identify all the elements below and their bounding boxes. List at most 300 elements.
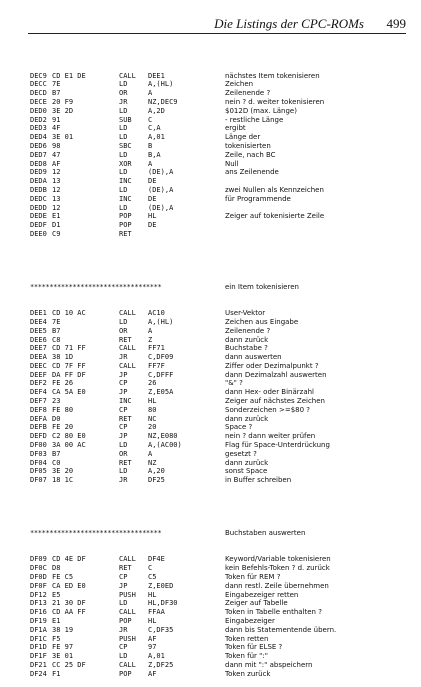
operand-cell: B: [148, 141, 153, 150]
operand-cell: A: [148, 159, 153, 168]
listing-row: [30, 151, 410, 160]
comment-cell: dann Hex- oder Binärzahl: [225, 388, 315, 397]
address-cell: DED3: [30, 124, 47, 133]
address-cell: DEC9: [30, 71, 47, 80]
comment-cell: Token für ":": [225, 652, 268, 661]
listing-row: [30, 318, 410, 327]
listing-row: [30, 353, 410, 362]
operand-cell: DE: [148, 194, 157, 203]
comment-cell: User-Vektor: [225, 309, 266, 318]
comment-cell: Länge der: [225, 133, 261, 142]
mnemonic-cell: RET: [119, 414, 132, 423]
listing-row: [30, 133, 410, 142]
comment-cell: nächstes Item tokenisieren: [225, 71, 320, 80]
mnemonic-cell: CALL: [119, 608, 136, 617]
comment-cell: Sonderzeichen >=$80 ?: [225, 405, 311, 414]
operand-cell: Z: [148, 335, 153, 344]
operand-cell: 26: [148, 379, 157, 388]
mnemonic-cell: OR: [119, 449, 128, 458]
comment-cell: Zeiger auf Tabelle: [225, 599, 288, 608]
listing-row: [30, 599, 410, 608]
mnemonic-cell: JP: [119, 432, 128, 441]
mnemonic-cell: LD: [119, 80, 128, 89]
mnemonic-cell: LD: [119, 185, 128, 194]
listing-row: [30, 450, 410, 459]
opcode-bytes-cell: FE C5: [52, 573, 74, 582]
operand-cell: NZ,DEC9: [148, 97, 178, 106]
address-cell: DEE6: [30, 335, 47, 344]
section-title: Buchstaben auswerten: [225, 529, 306, 538]
listing-row: [30, 582, 410, 591]
address-cell: DF07: [30, 476, 47, 485]
operand-cell: A: [148, 89, 153, 98]
mnemonic-cell: PUSH: [119, 590, 136, 599]
address-cell: DF21: [30, 660, 47, 669]
listing-row: [30, 177, 410, 186]
comment-cell: dann auswerten: [225, 353, 282, 362]
operand-cell: A,(HL): [148, 80, 174, 89]
listing-row: [30, 160, 410, 169]
listing-row: [30, 467, 410, 476]
listing-row: [30, 670, 410, 679]
comment-cell: dann zurück: [225, 458, 269, 467]
operand-cell: A,2D: [148, 106, 165, 115]
mnemonic-cell: OR: [119, 326, 128, 335]
listing-row: [30, 643, 410, 652]
mnemonic-cell: LD: [119, 441, 128, 450]
operand-cell: C: [148, 564, 153, 573]
address-cell: DEF2: [30, 379, 47, 388]
address-cell: DED4: [30, 133, 47, 142]
operand-cell: 97: [148, 643, 157, 652]
opcode-bytes-cell: FE 26: [52, 379, 74, 388]
mnemonic-cell: LD: [119, 203, 128, 212]
opcode-bytes-cell: 7E: [52, 317, 61, 326]
mnemonic-cell: JR: [119, 476, 128, 485]
mnemonic-cell: INC: [119, 194, 132, 203]
opcode-bytes-cell: CD E1 DE: [52, 71, 86, 80]
listing-row: [30, 652, 410, 661]
opcode-bytes-cell: E1: [52, 212, 61, 221]
listing-row: [30, 371, 410, 380]
address-cell: DEFA: [30, 414, 47, 423]
comment-cell: Keyword/Variable tokenisieren: [225, 555, 331, 564]
mnemonic-cell: JR: [119, 97, 128, 106]
address-cell: DF19: [30, 617, 47, 625]
listing-row: [30, 432, 410, 441]
mnemonic-cell: POP: [119, 221, 132, 230]
mnemonic-cell: CALL: [119, 71, 136, 80]
mnemonic-cell: CP: [119, 573, 128, 582]
comment-cell: gesetzt ?: [225, 449, 257, 458]
operand-cell: Z,DF25: [148, 660, 174, 669]
listing-row: [30, 344, 410, 353]
opcode-bytes-cell: C0: [52, 458, 61, 467]
operand-cell: AF: [148, 669, 157, 678]
section-title: ein Item tokenisieren: [225, 282, 299, 291]
comment-cell: dann restl. Zeile übernehmen: [225, 581, 329, 590]
listing-row: [30, 168, 410, 177]
comment-cell: für Programmende: [225, 194, 291, 203]
listing-row: [30, 72, 410, 81]
mnemonic-cell: JP: [119, 581, 128, 590]
comment-cell: Zeiger auf nächstes Zeichen: [225, 397, 325, 406]
comment-cell: Null: [225, 159, 239, 168]
mnemonic-cell: JR: [119, 353, 128, 362]
address-cell: DF05: [30, 467, 47, 476]
address-cell: DF0C: [30, 564, 47, 573]
comment-cell: nein ? dann weiter prüfen: [225, 432, 316, 441]
operand-cell: (DE),A: [148, 185, 174, 194]
operand-cell: (DE),A: [148, 168, 174, 177]
listing-row: [30, 661, 410, 670]
mnemonic-cell: LD: [119, 317, 128, 326]
comment-cell: dann zurück: [225, 414, 269, 423]
page-title: Die Listings der CPC-ROMs: [214, 16, 364, 31]
operand-cell: A,(AC00): [148, 441, 182, 450]
listing-row: [30, 476, 410, 485]
operand-cell: NZ: [148, 458, 157, 467]
address-cell: DF1F: [30, 652, 47, 661]
address-cell: DEE4: [30, 317, 47, 326]
section-separator-2: [30, 529, 410, 538]
operand-cell: A,20: [148, 467, 165, 476]
comment-cell: Zeiger auf tokenisierte Zeile: [225, 212, 325, 221]
address-cell: DECD: [30, 89, 47, 98]
mnemonic-cell: LD: [119, 467, 128, 476]
address-cell: DF16: [30, 608, 47, 617]
mnemonic-cell: LD: [119, 168, 128, 177]
address-cell: DED8: [30, 159, 47, 168]
address-cell: DED9: [30, 168, 47, 177]
opcode-bytes-cell: E5: [52, 590, 61, 599]
comment-cell: ergibt: [225, 124, 246, 133]
mnemonic-cell: XOR: [119, 159, 132, 168]
address-cell: DF00: [30, 441, 47, 450]
address-cell: DF0F: [30, 581, 47, 590]
listing-row: [30, 221, 410, 230]
listing-row: [30, 195, 410, 204]
blank-line: [30, 256, 410, 265]
address-cell: DF1D: [30, 643, 47, 652]
opcode-bytes-cell: B7: [52, 326, 61, 335]
opcode-bytes-cell: 98: [52, 141, 61, 150]
opcode-bytes-cell: 47: [52, 150, 61, 159]
opcode-bytes-cell: CD 7F FF: [52, 361, 86, 370]
comment-cell: Zeile, nach BC: [225, 150, 276, 159]
address-cell: DECC: [30, 80, 47, 89]
opcode-bytes-cell: CD 71 FF: [52, 344, 86, 353]
address-cell: DEF8: [30, 405, 47, 414]
listing-row: [30, 441, 410, 450]
address-cell: DF09: [30, 555, 47, 564]
address-cell: DEDB: [30, 185, 47, 194]
operand-cell: Z,E0ED: [148, 581, 174, 590]
address-cell: DF13: [30, 599, 47, 608]
mnemonic-cell: LD: [119, 652, 128, 661]
operand-cell: A,(HL): [148, 317, 174, 326]
operand-cell: C5: [148, 573, 157, 582]
opcode-bytes-cell: B7: [52, 89, 61, 98]
opcode-bytes-cell: F1: [52, 669, 61, 678]
address-cell: DF03: [30, 449, 47, 458]
listing-row: [30, 309, 410, 318]
comment-cell: dann zurück: [225, 335, 269, 344]
opcode-bytes-cell: D0: [52, 414, 61, 423]
address-cell: DEDE: [30, 212, 47, 221]
address-cell: DED6: [30, 141, 47, 150]
opcode-bytes-cell: 91: [52, 115, 61, 124]
mnemonic-cell: INC: [119, 397, 132, 406]
mnemonic-cell: SBC: [119, 141, 132, 150]
listing-row: [30, 406, 410, 415]
address-cell: DEE1: [30, 309, 47, 318]
mnemonic-cell: SUB: [119, 115, 132, 124]
opcode-bytes-cell: 21 30 DF: [52, 599, 86, 608]
address-cell: DEEA: [30, 353, 47, 362]
opcode-bytes-cell: CD 10 AC: [52, 309, 86, 318]
listing-row: [30, 89, 410, 98]
mnemonic-cell: CALL: [119, 555, 136, 564]
address-cell: DEDF: [30, 221, 47, 230]
opcode-bytes-cell: 12: [52, 203, 61, 212]
address-cell: DF0D: [30, 573, 47, 582]
address-cell: DEE5: [30, 326, 47, 335]
listing-row: [30, 362, 410, 371]
opcode-bytes-cell: 3E 01: [52, 133, 74, 142]
operand-cell: C: [148, 115, 153, 124]
opcode-bytes-cell: CA 5A E0: [52, 388, 86, 397]
listing-row: [30, 379, 410, 388]
address-cell: DEDA: [30, 177, 47, 186]
mnemonic-cell: RET: [119, 229, 132, 238]
listing-row: [30, 564, 410, 573]
operand-cell: A,01: [148, 652, 165, 661]
mnemonic-cell: RET: [119, 458, 132, 467]
comment-cell: Eingabezeiger retten: [225, 590, 299, 599]
listing-row: [30, 635, 410, 644]
operand-cell: 80: [148, 405, 157, 414]
mnemonic-cell: CALL: [119, 361, 136, 370]
operand-cell: HL: [148, 397, 157, 406]
comment-cell: Token retten: [225, 634, 269, 643]
opcode-bytes-cell: 3E 20: [52, 467, 74, 476]
comment-cell: Ziffer oder Dezimalpunkt ?: [225, 361, 319, 370]
listing-block-3: [30, 555, 410, 678]
listing-row: [30, 80, 410, 89]
comment-cell: kein Befehls-Token ? d. zurück: [225, 564, 330, 573]
operand-cell: DE: [148, 177, 157, 186]
operand-cell: C,DF35: [148, 625, 174, 634]
listing-row: [30, 617, 410, 626]
opcode-bytes-cell: FE 97: [52, 643, 74, 652]
operand-cell: AF: [148, 634, 157, 643]
operand-cell: (DE),A: [148, 203, 174, 212]
opcode-bytes-cell: 20 F9: [52, 97, 74, 106]
operand-cell: B,A: [148, 150, 161, 159]
opcode-bytes-cell: 12: [52, 185, 61, 194]
address-cell: DEDD: [30, 203, 47, 212]
operand-cell: HL: [148, 212, 157, 221]
listing-block-1: [30, 72, 410, 239]
opcode-bytes-cell: 4F: [52, 124, 61, 133]
listing-row: [30, 459, 410, 468]
comment-cell: nein ? d. weiter tokenisieren: [225, 97, 325, 106]
comment-cell: $012D (max. Länge): [225, 106, 297, 115]
opcode-bytes-cell: C9: [52, 229, 61, 238]
comment-cell: Token in Tabelle enthalten ?: [225, 608, 322, 617]
mnemonic-cell: CP: [119, 643, 128, 652]
mnemonic-cell: RET: [119, 564, 132, 573]
operand-cell: AC10: [148, 309, 165, 318]
listing-row: [30, 204, 410, 213]
opcode-bytes-cell: 7E: [52, 80, 61, 89]
comment-cell: Token für REM ?: [225, 573, 281, 582]
operand-cell: A: [148, 449, 153, 458]
mnemonic-cell: PUSH: [119, 634, 136, 643]
opcode-bytes-cell: 3E 2D: [52, 106, 74, 115]
operand-cell: 20: [148, 423, 157, 432]
address-cell: DF1A: [30, 625, 47, 634]
mnemonic-cell: INC: [119, 177, 132, 186]
mnemonic-cell: CALL: [119, 309, 136, 318]
opcode-bytes-cell: 13: [52, 177, 61, 186]
opcode-bytes-cell: DA FF DF: [52, 370, 86, 379]
mnemonic-cell: OR: [119, 89, 128, 98]
listing-row: [30, 626, 410, 635]
comment-cell: Zeichen aus Eingabe: [225, 317, 299, 326]
address-cell: DEFB: [30, 423, 47, 432]
listing-row: [30, 573, 410, 582]
listing-row: [30, 98, 410, 107]
address-cell: DF12: [30, 590, 47, 599]
opcode-bytes-cell: D1: [52, 221, 61, 230]
operand-cell: A: [148, 326, 153, 335]
opcode-bytes-cell: FE 80: [52, 405, 74, 414]
opcode-bytes-cell: AF: [52, 159, 61, 168]
comment-cell: sonst Space: [225, 467, 268, 476]
mnemonic-cell: RET: [119, 335, 132, 344]
operand-cell: NC: [148, 414, 157, 423]
listing-row: [30, 116, 410, 125]
opcode-bytes-cell: 3A 00 AC: [52, 441, 86, 450]
operand-cell: C,DF09: [148, 353, 174, 362]
comment-cell: dann bis Statementende übern.: [225, 625, 337, 634]
opcode-bytes-cell: 13: [52, 194, 61, 203]
comment-cell: Space ?: [225, 423, 253, 432]
mnemonic-cell: LD: [119, 133, 128, 142]
address-cell: DED2: [30, 115, 47, 124]
opcode-bytes-cell: CD 4E DF: [52, 555, 86, 564]
comment-cell: "&" ?: [225, 379, 243, 388]
comment-cell: dann Dezimalzahl auswerten: [225, 370, 327, 379]
comment-cell: - restliche Länge: [225, 115, 284, 124]
operand-cell: C,A: [148, 124, 161, 133]
assembler-listing: [30, 54, 410, 687]
listing-row: [30, 107, 410, 116]
opcode-bytes-cell: FE 20: [52, 423, 74, 432]
address-cell: DF24: [30, 669, 47, 678]
listing-row: [30, 591, 410, 600]
operand-cell: Z,E05A: [148, 388, 174, 397]
opcode-bytes-cell: 18 1C: [52, 476, 74, 485]
operand-cell: C,DFFF: [148, 370, 174, 379]
address-cell: DECE: [30, 97, 47, 106]
operand-cell: DF25: [148, 476, 165, 485]
listing-row: [30, 423, 410, 432]
opcode-bytes-cell: CD AA FF: [52, 608, 86, 617]
listing-row: [30, 388, 410, 397]
mnemonic-cell: POP: [119, 212, 132, 221]
address-cell: DEE0: [30, 229, 47, 238]
operand-cell: NZ,E080: [148, 432, 178, 441]
opcode-bytes-cell: 3E 01: [52, 652, 74, 661]
opcode-bytes-cell: 38 19: [52, 625, 74, 634]
listing-block-2: [30, 309, 410, 485]
opcode-bytes-cell: 38 1D: [52, 353, 74, 362]
comment-cell: Zeichen: [225, 80, 254, 89]
address-cell: DF04: [30, 458, 47, 467]
opcode-bytes-cell: B7: [52, 449, 61, 458]
comment-cell: Eingabezeiger: [225, 617, 275, 625]
page-number: 499: [386, 16, 406, 31]
comment-cell: Zeilenende ?: [225, 89, 271, 98]
opcode-bytes-cell: F5: [52, 634, 61, 643]
comment-cell: Token zurück: [225, 669, 271, 678]
opcode-bytes-cell: D8: [52, 564, 61, 573]
operand-cell: HL: [148, 590, 157, 599]
listing-row: [30, 555, 410, 564]
mnemonic-cell: LD: [119, 124, 128, 133]
mnemonic-cell: CP: [119, 423, 128, 432]
address-cell: DED0: [30, 106, 47, 115]
mnemonic-cell: CP: [119, 405, 128, 414]
opcode-bytes-cell: 12: [52, 168, 61, 177]
operand-cell: FFAA: [148, 608, 165, 617]
listing-row: [30, 212, 410, 221]
opcode-bytes-cell: CA ED E0: [52, 581, 86, 590]
comment-cell: zwei Nullen als Kennzeichen: [225, 185, 324, 194]
operand-cell: HL: [148, 617, 157, 625]
comment-cell: Token für ELSE ?: [225, 643, 283, 652]
mnemonic-cell: JR: [119, 625, 128, 634]
listing-row: [30, 327, 410, 336]
operand-cell: DE: [148, 221, 157, 230]
mnemonic-cell: LD: [119, 150, 128, 159]
operand-cell: DEE1: [148, 71, 165, 80]
operand-cell: FF71: [148, 344, 165, 353]
operand-cell: FF7F: [148, 361, 165, 370]
opcode-bytes-cell: C8: [52, 335, 61, 344]
comment-cell: Buchstabe ?: [225, 344, 268, 353]
listing-row: [30, 608, 410, 617]
section-separator-1: [30, 283, 410, 292]
address-cell: DF1C: [30, 634, 47, 643]
separator-stars: **********************************: [30, 529, 162, 538]
operand-cell: A,01: [148, 133, 165, 142]
address-cell: DEEC: [30, 361, 47, 370]
listing-row: [30, 397, 410, 406]
address-cell: DEFD: [30, 432, 47, 441]
mnemonic-cell: JP: [119, 370, 128, 379]
mnemonic-cell: CALL: [119, 660, 136, 669]
operand-cell: HL,DF30: [148, 599, 178, 608]
opcode-bytes-cell: C2 80 E0: [52, 432, 86, 441]
comment-cell: Flag für Space-Unterdrückung: [225, 441, 330, 450]
listing-row: [30, 336, 410, 345]
listing-row: [30, 124, 410, 133]
address-cell: DEF4: [30, 388, 47, 397]
